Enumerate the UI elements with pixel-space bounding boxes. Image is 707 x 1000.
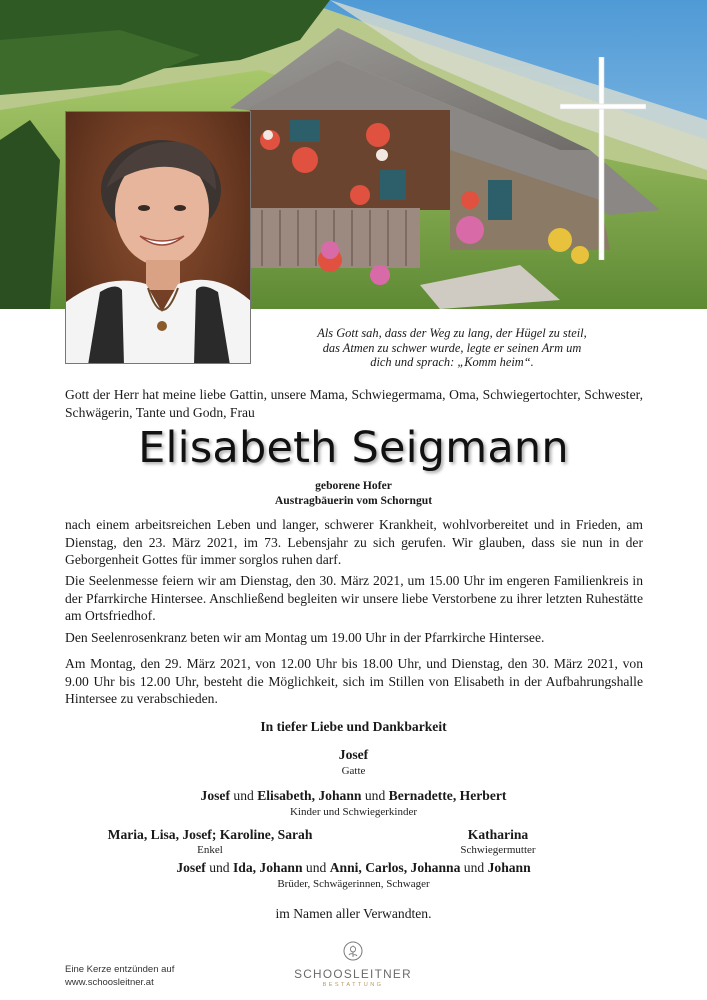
grandchildren-role: Enkel: [197, 844, 223, 856]
deceased-name: Elisabeth Seigmann: [138, 423, 569, 473]
paragraph-viewing: Am Montag, den 29. März 2021, von 12.00 Uhr bis 18.00 Uhr, und Dienstag, den 30. März 2021, von 9.00 Uhr bis 12.00 Uhr, besteht die Möglichkeit, sich im Stillen von Elisabeth in der Aufbahrungshalle Hintersee zu verabschieden.: [65, 656, 643, 706]
siblings-name-2: Ida, Johann: [232, 860, 303, 875]
mother-in-law-block: [428, 827, 568, 856]
portrait-figure: [66, 112, 251, 364]
cross-icon: [560, 57, 646, 260]
occupation-title: Austragbäuerin vom Schorngut: [274, 494, 433, 507]
grandchildren-names: Maria, Lisa, Josef; Karoline, Sarah: [107, 827, 313, 842]
spouse-role: Gatte: [341, 765, 366, 777]
paragraph-requiem: Die Seelenmesse feiern wir am Dienstag, den 30. März 2021, um 15.00 Uhr im engeren Familienkreis in der Pfarrkirche Hintersee. Anschließend begleiten wir unsere liebe Verstorbene zu ihrer letzten Ruhestätte am Ortsfriedhof.: [65, 573, 643, 623]
children-conj-1: und: [233, 788, 254, 803]
rose-icon: [343, 941, 363, 961]
siblings-name-1: Josef: [176, 860, 206, 875]
siblings-conj-3: und: [463, 860, 485, 875]
children-conj-2: und: [364, 788, 386, 803]
quote-line-3: dich und sprach: „Komm heim“.: [370, 355, 534, 369]
farewell-heading: In tiefer Liebe und Dankbarkeit: [260, 719, 447, 734]
closing-line: im Namen aller Verwandten.: [275, 906, 432, 921]
website-link[interactable]: www.schoosleitner.at: [65, 976, 154, 988]
children-name-2: Elisabeth, Johann: [257, 788, 362, 803]
birth-name: geborene Hofer: [315, 479, 392, 492]
quote-line-2: das Atmen zu schwer wurde, legte er seinen Arm um: [322, 340, 582, 355]
spouse-names: Josef: [338, 747, 369, 762]
quote-line-1: Als Gott sah, dass der Weg zu lang, der Hügel zu steil,: [317, 326, 587, 340]
siblings-name-3: Anni, Carlos, Johanna: [329, 860, 461, 875]
mother-in-law-role: Schwiegermutter: [460, 844, 536, 856]
intro-text: Gott der Herr hat meine liebe Gattin, unsere Mama, Schwiegermama, Oma, Schwiegertochter, Schwester, Schwägerin, Tante und Godn, Frau: [65, 387, 643, 420]
children-names: [0, 788, 707, 804]
siblings-names: [0, 860, 707, 876]
grandchildren-block: [70, 827, 350, 856]
memorial-quote: [282, 326, 622, 370]
siblings-role: Brüder, Schwägerinnen, Schwager: [277, 878, 430, 890]
children-name-1: Josef: [200, 788, 230, 803]
paragraph-rosary: Den Seelenrosenkranz beten wir am Montag um 19.00 Uhr in der Pfarrkirche Hintersee.: [65, 630, 545, 645]
logo-subtitle: BESTATTUNG: [322, 982, 384, 988]
funeral-home-logo: [292, 941, 414, 988]
children-role: Kinder und Schwiegerkinder: [289, 806, 418, 818]
siblings-conj-1: und: [209, 860, 230, 875]
logo-name: SCHOOSLEITNER: [294, 967, 412, 981]
children-name-3: Bernadette, Herbert: [388, 788, 507, 803]
portrait-photo: [65, 111, 251, 364]
siblings-name-4: Johann: [487, 860, 531, 875]
paragraph-death: nach einem arbeitsreichen Leben und langer, schwerer Krankheit, wohlvorbereitet und in Frieden, am Dienstag, den 23. März 2021, im 73. Lebensjahr zu sich gerufen. Wir glauben, dass sie nun in der Geborgenheit Gottes für immer sorglos ruhen darf.: [65, 517, 643, 567]
mother-in-law-name: Katharina: [467, 827, 529, 842]
siblings-conj-2: und: [305, 860, 327, 875]
candle-text: Eine Kerze entzünden auf: [65, 964, 175, 975]
candle-link-block[interactable]: [65, 964, 174, 989]
